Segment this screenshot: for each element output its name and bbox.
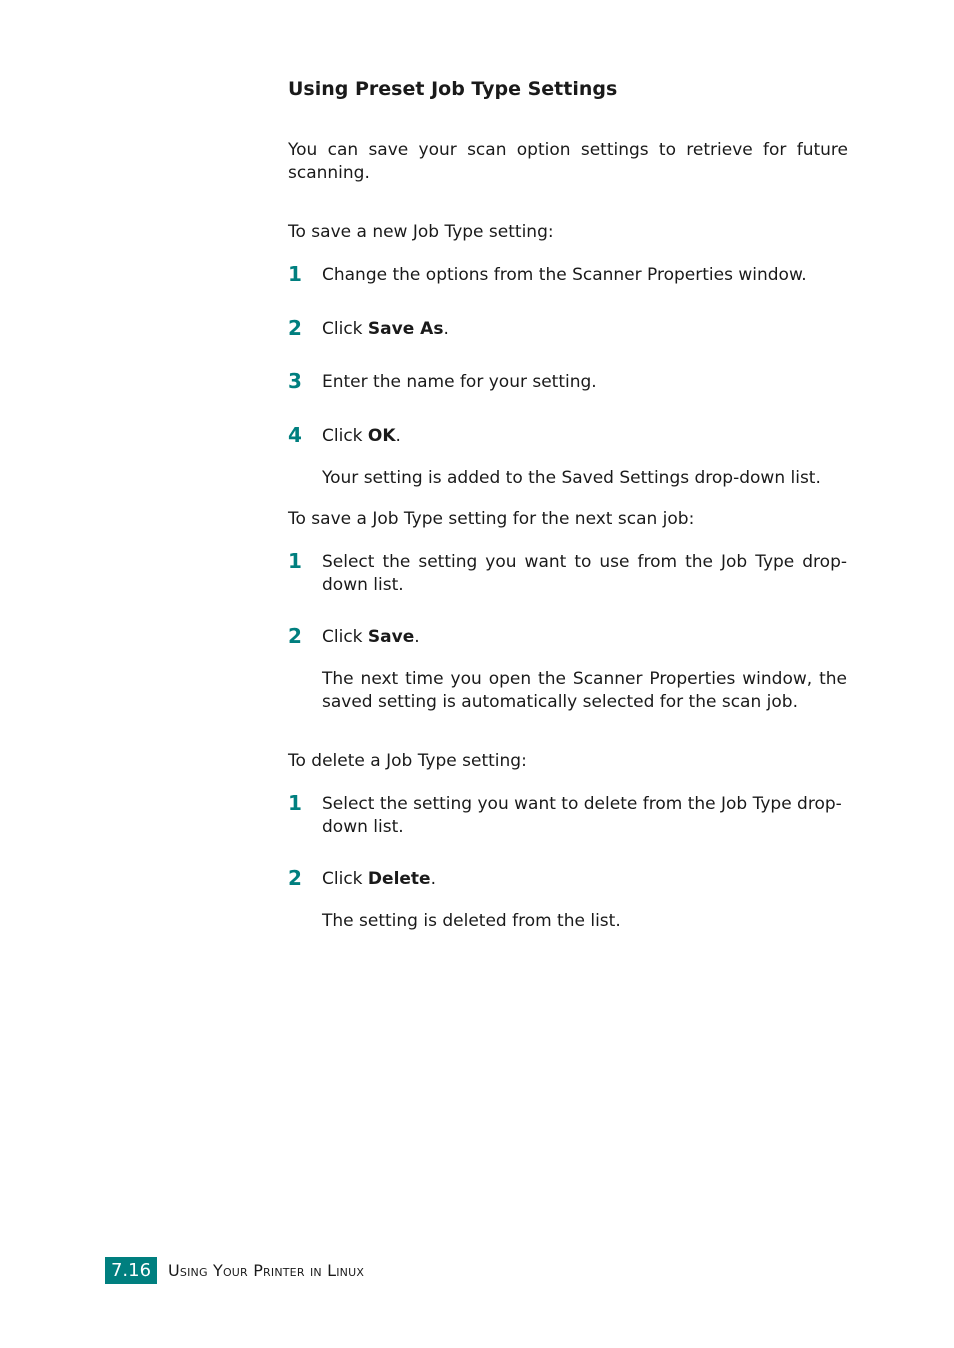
save-next-note: The next time you open the Scanner Properties window, the saved setting is automatically selected for the scan job. — [322, 669, 847, 712]
delete-label: Delete — [367, 869, 431, 889]
save-next-lead: To save a Job Type setting for the next scan job: — [288, 509, 695, 529]
save-next-step-1-number: 1 — [288, 549, 302, 573]
delete-note: The setting is deleted from the list. — [322, 911, 621, 931]
intro-paragraph: You can save your scan option settings to retrieve for future scanning. — [288, 140, 848, 183]
save-new-step-3-number: 3 — [288, 369, 302, 393]
delete-step-2-text: Click Delete. — [322, 869, 436, 889]
save-next-step-2-text: Click Save. — [322, 627, 420, 647]
section-title: Using Preset Job Type Settings — [288, 78, 618, 100]
save-new-step-2-number: 2 — [288, 316, 302, 340]
save-next-step-1-text: Select the setting you want to use from the Job Type drop-down list. — [322, 552, 847, 595]
page-number-badge: 7.16 — [105, 1257, 157, 1284]
save-new-step-2-text: Click Save As. — [322, 319, 449, 339]
chapter-title: Using Your Printer in Linux — [168, 1261, 365, 1280]
delete-step-2-number: 2 — [288, 866, 302, 890]
save-new-step-4-number: 4 — [288, 423, 302, 447]
delete-step-1-text: Select the setting you want to delete from the Job Type drop-down list. — [322, 794, 842, 837]
save-new-step-3-text: Enter the name for your setting. — [322, 372, 597, 392]
save-next-step-2-number: 2 — [288, 624, 302, 648]
save-label: Save — [367, 627, 415, 647]
save-new-lead: To save a new Job Type setting: — [288, 222, 554, 242]
delete-step-1-number: 1 — [288, 791, 302, 815]
ok-label: OK — [367, 426, 396, 446]
save-new-note: Your setting is added to the Saved Settings drop-down list. — [322, 468, 821, 488]
save-new-step-1-number: 1 — [288, 262, 302, 286]
save-new-step-1-text: Change the options from the Scanner Properties window. — [322, 265, 807, 285]
delete-lead: To delete a Job Type setting: — [288, 751, 527, 771]
save-new-step-4-text: Click OK. — [322, 426, 401, 446]
save-as-label: Save As — [367, 319, 444, 339]
